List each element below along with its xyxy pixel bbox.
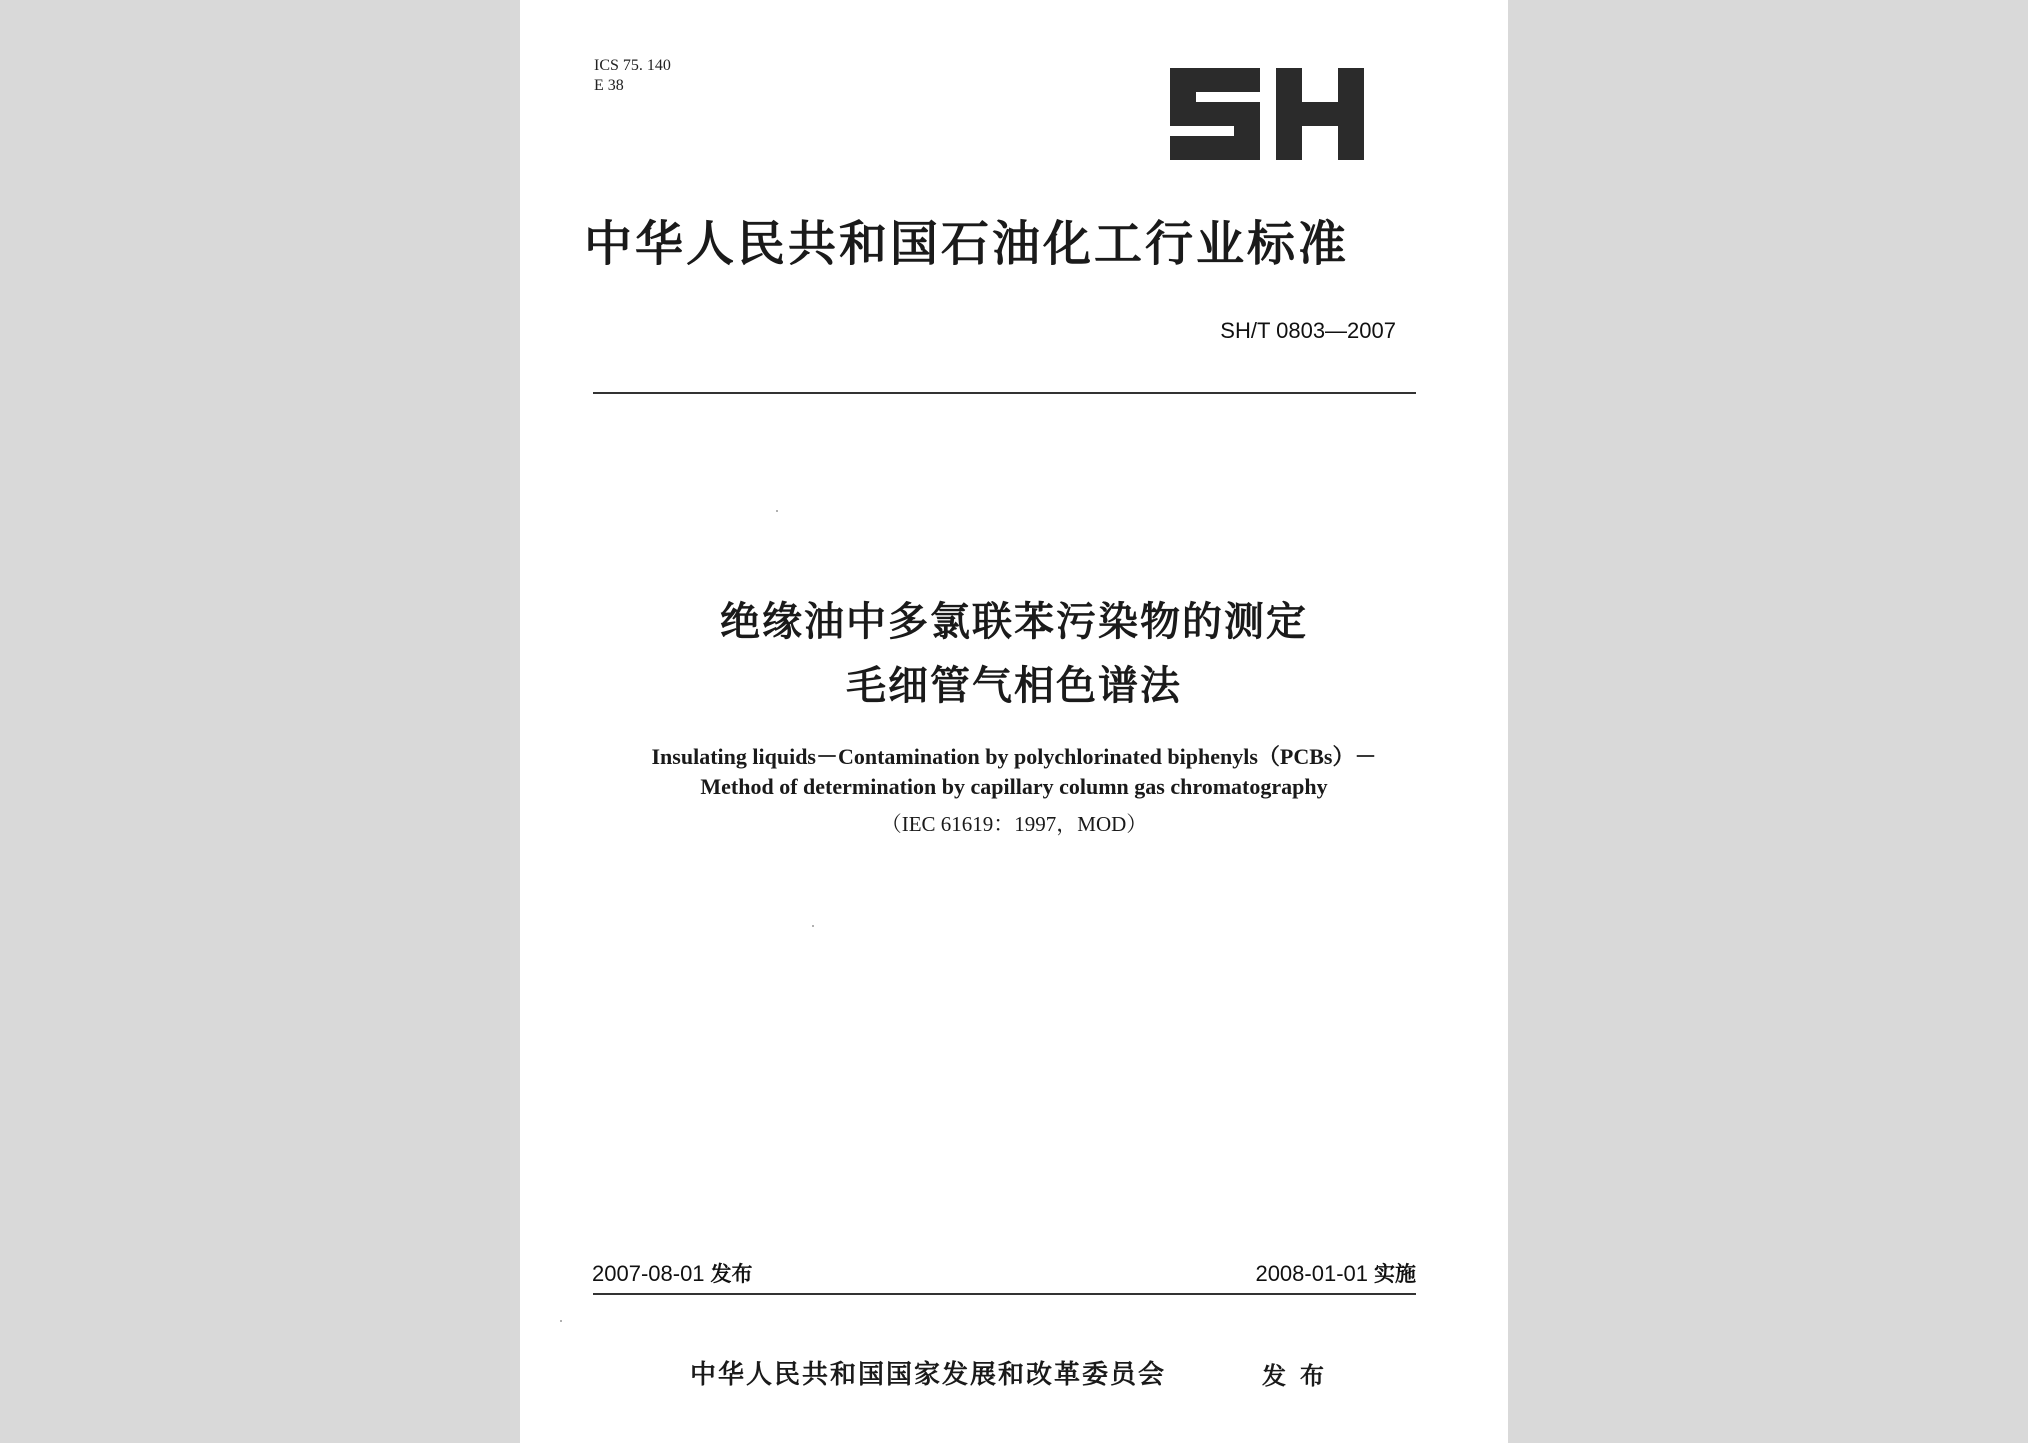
top-divider (593, 392, 1416, 394)
document-page (520, 0, 1508, 1443)
issue-label: 发布 (710, 1262, 753, 1286)
standard-number: SH/T 0803—2007 (1220, 318, 1396, 343)
title-cn-line1: 绝缘油中多氯联苯污染物的测定 (720, 599, 1308, 645)
classification-code: E 38 (594, 77, 624, 94)
effective-label: 实施 (1374, 1262, 1416, 1286)
effective-date-block (1255, 1258, 1416, 1288)
title-en-line1: Insulating liquids－Contamination by polychlorinated biphenyls（PCBs）－ (651, 744, 1377, 769)
issuer-action: 发布 (1262, 1362, 1338, 1390)
sh-logo-graphic (1168, 62, 1368, 166)
effective-date: 2008-01-01 (1255, 1261, 1368, 1286)
ics-code: ICS 75. 140 (594, 57, 671, 74)
scan-speck (560, 1320, 562, 1322)
issue-date-block (592, 1258, 753, 1288)
title-cn-line2: 毛细管气相色谱法 (846, 663, 1182, 709)
bottom-divider (593, 1293, 1416, 1295)
ics-block (594, 56, 671, 96)
scan-speck (776, 510, 778, 512)
issue-date: 2007-08-01 (592, 1261, 705, 1286)
sh-logo (1168, 62, 1368, 166)
title-en-line3: （IEC 61619：1997，MOD） (880, 812, 1148, 836)
title-en-line2: Method of determination by capillary column gas chromatography (700, 774, 1328, 799)
issuer: 中华人民共和国国家发展和改革委员会 (690, 1360, 1167, 1390)
standard-organization: 中华人民共和国石油化工行业标准 (584, 216, 1350, 272)
scan-speck (812, 925, 814, 927)
